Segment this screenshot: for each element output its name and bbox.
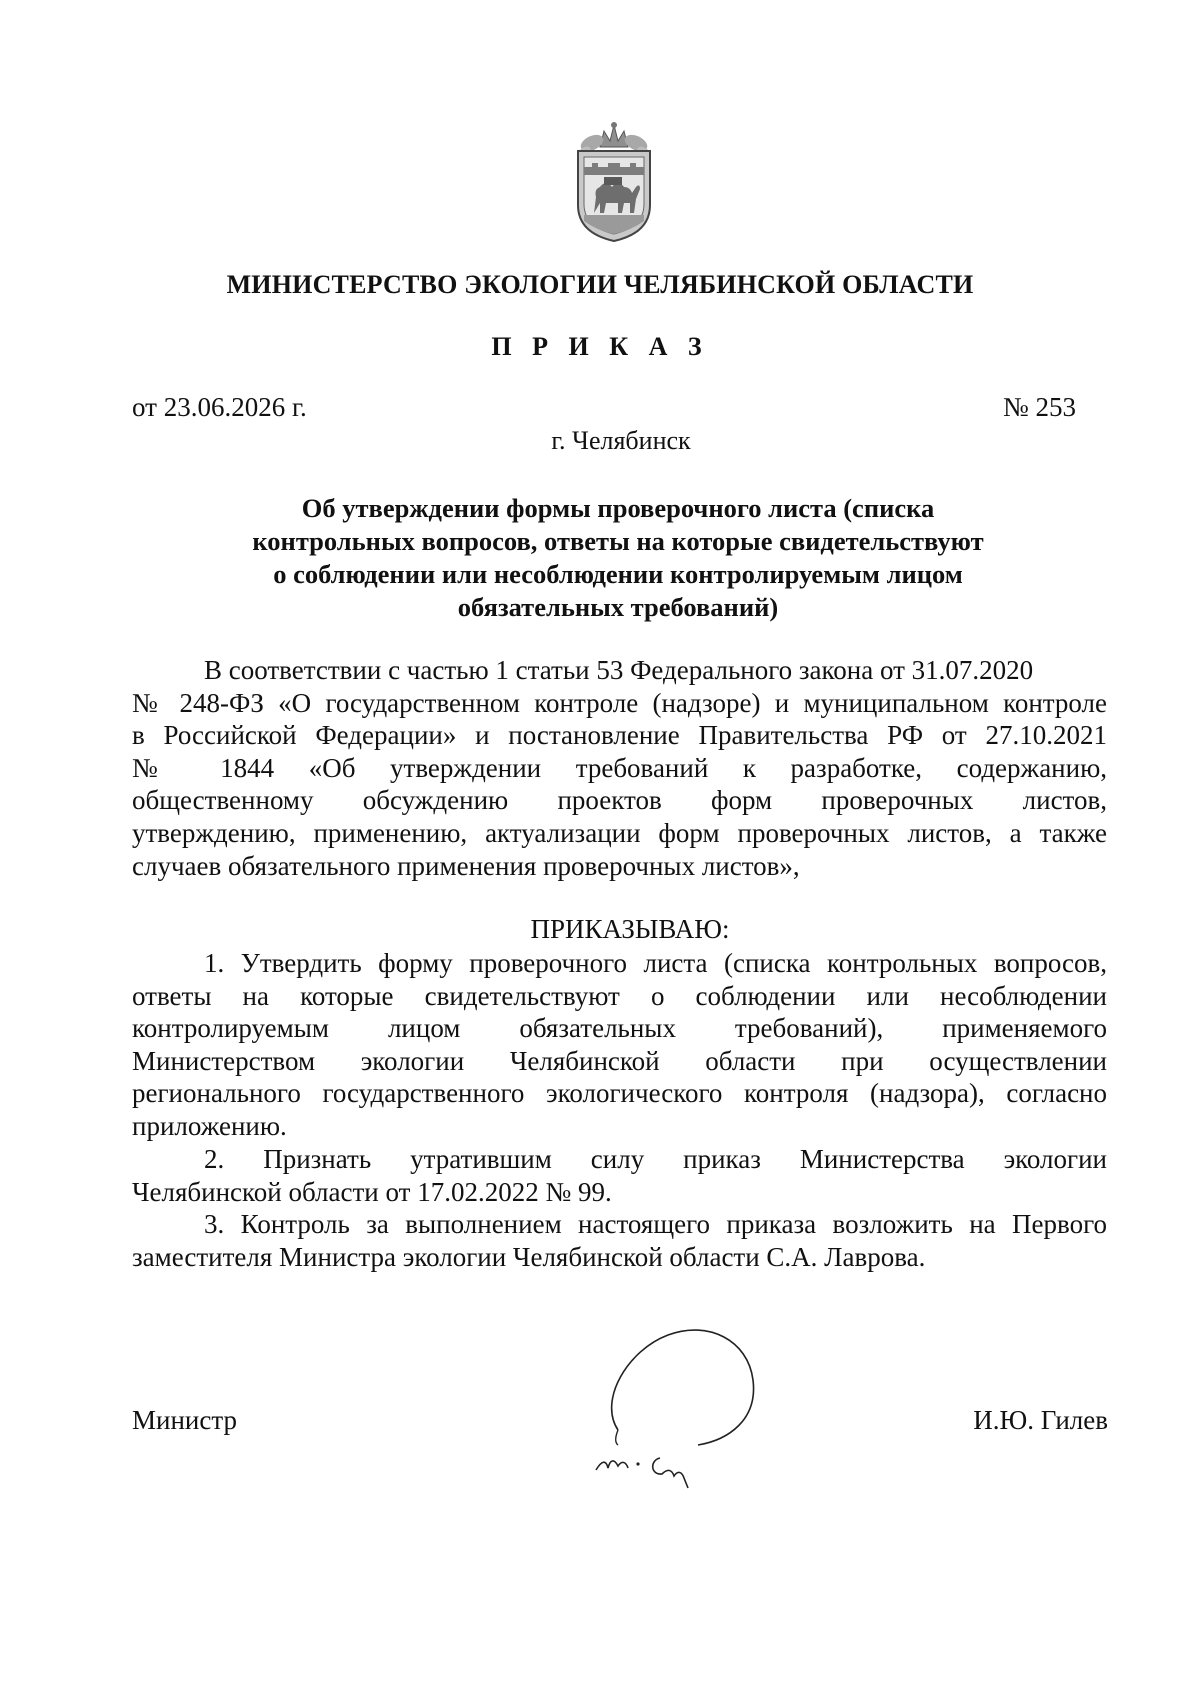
text-line: контролируемым лицом обязательных требований), применяемого xyxy=(132,1013,1107,1044)
text-line: утверждению, применению, актуализации форм проверочных листов, а также xyxy=(132,817,1107,848)
text-line: ответы на которые свидетельствуют о соблюдении или несоблюдении xyxy=(132,980,1107,1011)
handwritten-signature-icon xyxy=(588,1310,788,1500)
text-line: Министерством экологии Челябинской области при осуществлении xyxy=(132,1045,1107,1076)
signatory-position: Министр xyxy=(132,1405,237,1435)
subject-line: Об утверждении формы проверочного листа (списка xyxy=(301,493,935,523)
text-line: № 248-ФЗ «О государственном контроле (надзоре) и муниципальном контроле xyxy=(132,687,1107,718)
preamble-paragraph xyxy=(132,654,1107,882)
text-line: случаев обязательного применения проверочных листов», xyxy=(132,850,800,881)
organization-title: МИНИСТЕРСТВО ЭКОЛОГИИ ЧЕЛЯБИНСКОЙ ОБЛАСТИ xyxy=(226,270,974,299)
document-type: П Р И К А З xyxy=(491,332,709,361)
document-number: № 253 xyxy=(1002,392,1076,422)
text-line: регионального государственного экологического контроля (надзора), согласно xyxy=(132,1078,1107,1109)
text-line: В соответствии с частью 1 статьи 53 Федерального закона от 31.07.2020 xyxy=(204,655,1034,685)
document-date: от 23.06.2026 г. xyxy=(132,392,307,422)
text-line: 1. Утвердить форму проверочного листа (списка контрольных вопросов, xyxy=(204,948,1107,978)
document-city: г. Челябинск xyxy=(551,426,691,455)
order-word: ПРИКАЗЫВАЮ: xyxy=(530,914,730,944)
document-subject xyxy=(180,492,1056,624)
order-item-2 xyxy=(132,1143,1107,1208)
subject-line: контрольных вопросов, ответы на которые свидетельствуют xyxy=(252,526,984,556)
subject-line: обязательных требований) xyxy=(457,592,779,622)
text-line: Челябинской области от 17.02.2022 № 99. xyxy=(132,1176,612,1207)
text-line: 3. Контроль за выполнением настоящего приказа возложить на Первого xyxy=(204,1209,1107,1239)
text-line: № 1844 «Об утверждении требований к разработке, содержанию, xyxy=(132,752,1107,783)
subject-line: о соблюдении или несоблюдении контролируемым лицом xyxy=(273,559,963,589)
text-line: в Российской Федерации» и постановление Правительства РФ от 27.10.2021 xyxy=(132,720,1107,751)
order-item-3 xyxy=(132,1208,1107,1273)
signatory-name: И.Ю. Гилев xyxy=(973,1405,1108,1435)
text-line: приложению. xyxy=(132,1110,287,1141)
coat-of-arms-icon xyxy=(570,117,658,243)
text-line: 2. Признать утратившим силу приказ Министерства экологии xyxy=(204,1144,1107,1174)
text-line: заместителя Министра экологии Челябинской области С.А. Лаврова. xyxy=(132,1241,926,1272)
order-item-1 xyxy=(132,947,1107,1143)
text-line: общественному обсуждению проектов форм проверочных листов, xyxy=(132,785,1107,816)
